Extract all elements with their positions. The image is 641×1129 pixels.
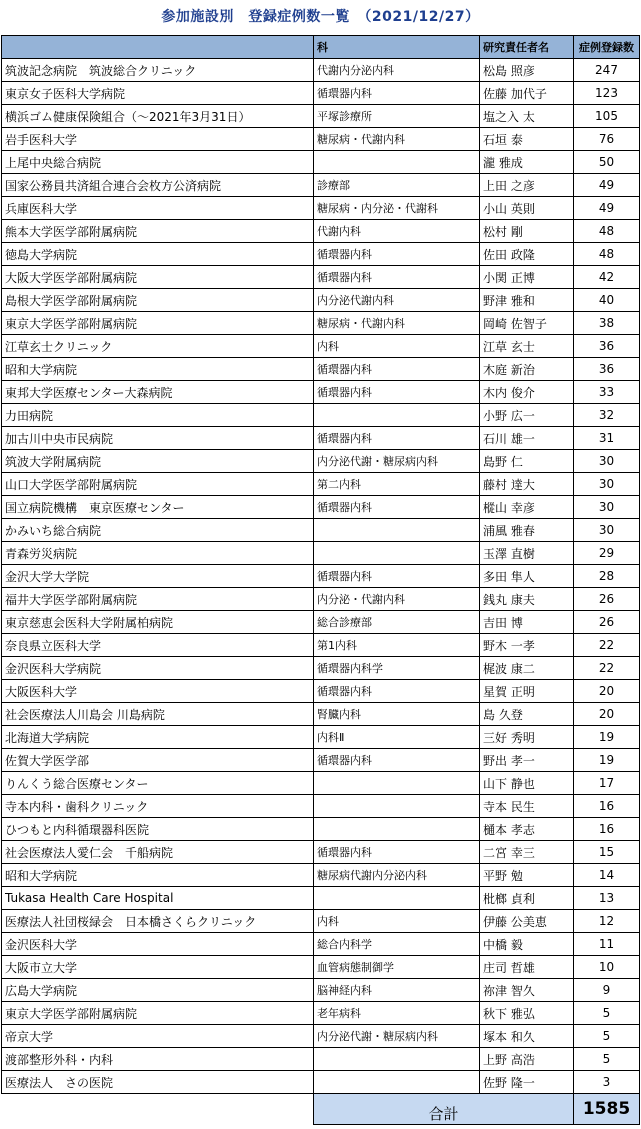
cell-facility: 金沢医科大学 [2, 933, 314, 956]
cell-pi: 中橋 毅 [480, 933, 574, 956]
cell-dept: 内科Ⅱ [314, 726, 480, 749]
table-row [2, 312, 640, 335]
cell-count: 16 [574, 818, 640, 841]
cell-count: 11 [574, 933, 640, 956]
cell-pi: 島野 仁 [480, 450, 574, 473]
table-row [2, 496, 640, 519]
cell-dept: 循環器内科学 [314, 657, 480, 680]
cell-dept: 糖尿病・代謝内科 [314, 312, 480, 335]
table-row [2, 979, 640, 1002]
cell-facility: りんくう総合医療センター [2, 772, 314, 795]
cell-dept: 内分泌代謝・糖尿病内科 [314, 1025, 480, 1048]
cell-count: 40 [574, 289, 640, 312]
cell-facility: 寺本内科・歯科クリニック [2, 795, 314, 818]
cell-count: 30 [574, 519, 640, 542]
total-row [2, 1094, 640, 1125]
cell-dept: 代謝内科 [314, 220, 480, 243]
cell-count: 3 [574, 1071, 640, 1094]
table-row [2, 220, 640, 243]
cell-dept: 内分泌代謝・糖尿病内科 [314, 450, 480, 473]
cell-pi: 野出 孝一 [480, 749, 574, 772]
cell-count: 14 [574, 864, 640, 887]
cell-dept: 循環器内科 [314, 358, 480, 381]
cell-facility: かみいち総合病院 [2, 519, 314, 542]
table-row [2, 772, 640, 795]
cell-pi: 玉澤 直樹 [480, 542, 574, 565]
table-row [2, 933, 640, 956]
cell-dept: 内科 [314, 335, 480, 358]
cell-count: 42 [574, 266, 640, 289]
cell-facility: 江草玄士クリニック [2, 335, 314, 358]
cell-facility: 熊本大学医学部附属病院 [2, 220, 314, 243]
cell-count: 20 [574, 703, 640, 726]
cell-dept: 総合内科学 [314, 933, 480, 956]
cell-dept: 内分泌代謝内科 [314, 289, 480, 312]
table-row [2, 841, 640, 864]
cell-count: 26 [574, 588, 640, 611]
cell-facility: 大阪大学医学部附属病院 [2, 266, 314, 289]
cell-dept: 血管病態制御学 [314, 956, 480, 979]
cell-dept: 循環器内科 [314, 565, 480, 588]
cell-facility: 山口大学医学部附属病院 [2, 473, 314, 496]
cell-facility: 島根大学医学部附属病院 [2, 289, 314, 312]
cell-dept [314, 1071, 480, 1094]
cell-facility: 加古川中央市民病院 [2, 427, 314, 450]
cell-facility: 昭和大学病院 [2, 358, 314, 381]
table-row [2, 427, 640, 450]
total-value: 1585 [574, 1094, 640, 1125]
cell-pi: 野津 雅和 [480, 289, 574, 312]
header-facility [2, 36, 314, 59]
cell-dept [314, 151, 480, 174]
cell-count: 31 [574, 427, 640, 450]
cell-count: 10 [574, 956, 640, 979]
header-dept: 科 [314, 36, 480, 59]
cell-dept: 循環器内科 [314, 496, 480, 519]
cell-dept: 循環器内科 [314, 381, 480, 404]
cell-count: 13 [574, 887, 640, 910]
cell-count: 19 [574, 749, 640, 772]
table-row [2, 795, 640, 818]
cell-pi: 樋本 孝志 [480, 818, 574, 841]
cell-facility: 昭和大学病院 [2, 864, 314, 887]
cell-count: 38 [574, 312, 640, 335]
table-row [2, 1025, 640, 1048]
total-spacer [2, 1094, 314, 1125]
table-row [2, 82, 640, 105]
cell-facility: 東京大学医学部附属病院 [2, 312, 314, 335]
table-row [2, 818, 640, 841]
cell-dept [314, 542, 480, 565]
cell-count: 22 [574, 657, 640, 680]
table-row [2, 59, 640, 82]
table-row [2, 174, 640, 197]
table-row [2, 680, 640, 703]
cell-facility: 筑波記念病院 筑波総合クリニック [2, 59, 314, 82]
table-row [2, 243, 640, 266]
cell-dept: 内分泌・代謝内科 [314, 588, 480, 611]
cell-count: 29 [574, 542, 640, 565]
header-pi: 研究責任者名 [480, 36, 574, 59]
cell-facility: ひつもと内科循環器科医院 [2, 818, 314, 841]
cell-dept: 循環器内科 [314, 749, 480, 772]
cell-pi: 小野 広一 [480, 404, 574, 427]
cell-facility: 奈良県立医科大学 [2, 634, 314, 657]
table-row [2, 1071, 640, 1094]
cell-count: 123 [574, 82, 640, 105]
cell-pi: 上野 高浩 [480, 1048, 574, 1071]
cell-pi: 島 久登 [480, 703, 574, 726]
cell-dept: 糖尿病代謝内分泌内科 [314, 864, 480, 887]
cell-pi: 秋下 雅弘 [480, 1002, 574, 1025]
table-row [2, 381, 640, 404]
cell-facility: 大阪医科大学 [2, 680, 314, 703]
table-row [2, 703, 640, 726]
cell-pi: 岡崎 佐智子 [480, 312, 574, 335]
cell-dept: 総合診療部 [314, 611, 480, 634]
cell-dept: 循環器内科 [314, 841, 480, 864]
cell-facility: 広島大学病院 [2, 979, 314, 1002]
table-row [2, 864, 640, 887]
table-row [2, 105, 640, 128]
cell-count: 16 [574, 795, 640, 818]
cell-count: 49 [574, 174, 640, 197]
cell-count: 50 [574, 151, 640, 174]
table-row [2, 726, 640, 749]
cell-count: 49 [574, 197, 640, 220]
cell-pi: 塩之入 太 [480, 105, 574, 128]
page-title: 参加施設別 登録症例数一覧 （2021/12/27） [161, 9, 480, 25]
cell-pi: 祢津 智久 [480, 979, 574, 1002]
cell-dept: 循環器内科 [314, 82, 480, 105]
cell-pi: 木庭 新治 [480, 358, 574, 381]
cell-pi: 瀧 雅成 [480, 151, 574, 174]
cell-count: 28 [574, 565, 640, 588]
cell-count: 48 [574, 243, 640, 266]
cell-pi: 塚本 和久 [480, 1025, 574, 1048]
cell-pi: 山下 静也 [480, 772, 574, 795]
cell-dept [314, 887, 480, 910]
cell-dept: 糖尿病・代謝内科 [314, 128, 480, 151]
cell-dept: 内科 [314, 910, 480, 933]
cell-dept [314, 772, 480, 795]
cell-facility: 福井大学医学部附属病院 [2, 588, 314, 611]
cell-facility: 上尾中央総合病院 [2, 151, 314, 174]
table-row [2, 910, 640, 933]
cell-facility: 横浜ゴム健康保険組合（～2021年3月31日） [2, 105, 314, 128]
cell-dept [314, 795, 480, 818]
cell-pi: 石垣 泰 [480, 128, 574, 151]
cell-count: 12 [574, 910, 640, 933]
cell-dept: 老年病科 [314, 1002, 480, 1025]
registration-table [1, 35, 640, 1125]
table-row [2, 450, 640, 473]
cell-facility: 金沢大学大学院 [2, 565, 314, 588]
cell-facility: 力田病院 [2, 404, 314, 427]
cell-dept: 腎臓内科 [314, 703, 480, 726]
cell-dept: 診療部 [314, 174, 480, 197]
cell-dept: 循環器内科 [314, 427, 480, 450]
cell-pi: 二宮 幸三 [480, 841, 574, 864]
cell-dept: 脳神経内科 [314, 979, 480, 1002]
cell-pi: 藤村 達大 [480, 473, 574, 496]
table-row [2, 358, 640, 381]
table-row [2, 289, 640, 312]
cell-facility: 社会医療法人愛仁会 千船病院 [2, 841, 314, 864]
cell-count: 5 [574, 1025, 640, 1048]
cell-dept: 循環器内科 [314, 243, 480, 266]
cell-count: 5 [574, 1048, 640, 1071]
cell-count: 48 [574, 220, 640, 243]
table-row [2, 128, 640, 151]
table-row [2, 657, 640, 680]
cell-dept [314, 1048, 480, 1071]
table-row [2, 473, 640, 496]
cell-pi: 佐野 隆一 [480, 1071, 574, 1094]
cell-count: 17 [574, 772, 640, 795]
cell-pi: 木内 俊介 [480, 381, 574, 404]
cell-count: 19 [574, 726, 640, 749]
cell-count: 22 [574, 634, 640, 657]
cell-pi: 平野 勉 [480, 864, 574, 887]
table-row [2, 634, 640, 657]
cell-facility: 社会医療法人川島会 川島病院 [2, 703, 314, 726]
cell-dept: 第二内科 [314, 473, 480, 496]
cell-facility: 大阪市立大学 [2, 956, 314, 979]
cell-pi: 上田 之彦 [480, 174, 574, 197]
cell-count: 20 [574, 680, 640, 703]
cell-facility: 東京女子医科大学病院 [2, 82, 314, 105]
table-row [2, 956, 640, 979]
cell-pi: 伊藤 公美恵 [480, 910, 574, 933]
cell-pi: 吉田 博 [480, 611, 574, 634]
cell-pi: 石川 雄一 [480, 427, 574, 450]
cell-facility: 東京大学医学部附属病院 [2, 1002, 314, 1025]
table-row [2, 404, 640, 427]
cell-pi: 小関 正博 [480, 266, 574, 289]
cell-facility: 北海道大学病院 [2, 726, 314, 749]
cell-count: 5 [574, 1002, 640, 1025]
table-row [2, 611, 640, 634]
table-row [2, 542, 640, 565]
cell-dept: 循環器内科 [314, 266, 480, 289]
cell-facility: 帝京大学 [2, 1025, 314, 1048]
cell-count: 30 [574, 450, 640, 473]
cell-facility: 佐賀大学医学部 [2, 749, 314, 772]
table-row [2, 887, 640, 910]
table-row [2, 749, 640, 772]
cell-dept: 代謝内分泌内科 [314, 59, 480, 82]
cell-count: 247 [574, 59, 640, 82]
cell-count: 36 [574, 358, 640, 381]
cell-dept [314, 404, 480, 427]
cell-pi: 小山 英則 [480, 197, 574, 220]
cell-facility: 徳島大学病院 [2, 243, 314, 266]
cell-pi: 江草 玄士 [480, 335, 574, 358]
cell-pi: 三好 秀明 [480, 726, 574, 749]
cell-facility: Tukasa Health Care Hospital [2, 887, 314, 910]
total-label: 合計 [314, 1094, 574, 1125]
cell-pi: 浦風 雅春 [480, 519, 574, 542]
cell-pi: 佐藤 加代子 [480, 82, 574, 105]
cell-facility: 岩手医科大学 [2, 128, 314, 151]
cell-pi: 松島 照彦 [480, 59, 574, 82]
cell-dept: 平塚診療所 [314, 105, 480, 128]
table-row [2, 197, 640, 220]
cell-facility: 東京慈恵会医科大学附属柏病院 [2, 611, 314, 634]
cell-pi: 松村 剛 [480, 220, 574, 243]
cell-pi: 星賀 正明 [480, 680, 574, 703]
cell-dept [314, 818, 480, 841]
cell-facility: 医療法人 さの医院 [2, 1071, 314, 1094]
table-row [2, 266, 640, 289]
cell-pi: 梶波 康二 [480, 657, 574, 680]
header-row [2, 36, 640, 59]
cell-pi: 野木 一孝 [480, 634, 574, 657]
cell-pi: 銭丸 康夫 [480, 588, 574, 611]
cell-count: 76 [574, 128, 640, 151]
table-row [2, 335, 640, 358]
cell-dept [314, 519, 480, 542]
cell-facility: 筑波大学附属病院 [2, 450, 314, 473]
cell-facility: 金沢医科大学病院 [2, 657, 314, 680]
cell-facility: 兵庫医科大学 [2, 197, 314, 220]
cell-count: 30 [574, 496, 640, 519]
table-row [2, 1002, 640, 1025]
table-row [2, 519, 640, 542]
cell-count: 15 [574, 841, 640, 864]
cell-count: 32 [574, 404, 640, 427]
table-row [2, 151, 640, 174]
cell-dept: 糖尿病・内分泌・代謝科 [314, 197, 480, 220]
cell-pi: 樅山 幸彦 [480, 496, 574, 519]
cell-count: 26 [574, 611, 640, 634]
cell-facility: 医療法人社団桜緑会 日本橋さくらクリニック [2, 910, 314, 933]
cell-dept: 第1内科 [314, 634, 480, 657]
cell-facility: 東邦大学医療センター大森病院 [2, 381, 314, 404]
header-count: 症例登録数 [574, 36, 640, 59]
cell-facility: 国立病院機構 東京医療センター [2, 496, 314, 519]
cell-count: 9 [574, 979, 640, 1002]
cell-pi: 多田 隼人 [480, 565, 574, 588]
table-row [2, 565, 640, 588]
cell-facility: 青森労災病院 [2, 542, 314, 565]
cell-dept: 循環器内科 [314, 680, 480, 703]
cell-count: 33 [574, 381, 640, 404]
cell-count: 105 [574, 105, 640, 128]
cell-pi: 佐田 政隆 [480, 243, 574, 266]
table-row [2, 1048, 640, 1071]
cell-count: 36 [574, 335, 640, 358]
cell-pi: 庄司 哲雄 [480, 956, 574, 979]
table-row [2, 588, 640, 611]
cell-facility: 国家公務員共済組合連合会枚方公済病院 [2, 174, 314, 197]
cell-facility: 渡部整形外科・内科 [2, 1048, 314, 1071]
cell-count: 30 [574, 473, 640, 496]
cell-pi: 寺本 民生 [480, 795, 574, 818]
cell-pi: 枇榔 貞利 [480, 887, 574, 910]
